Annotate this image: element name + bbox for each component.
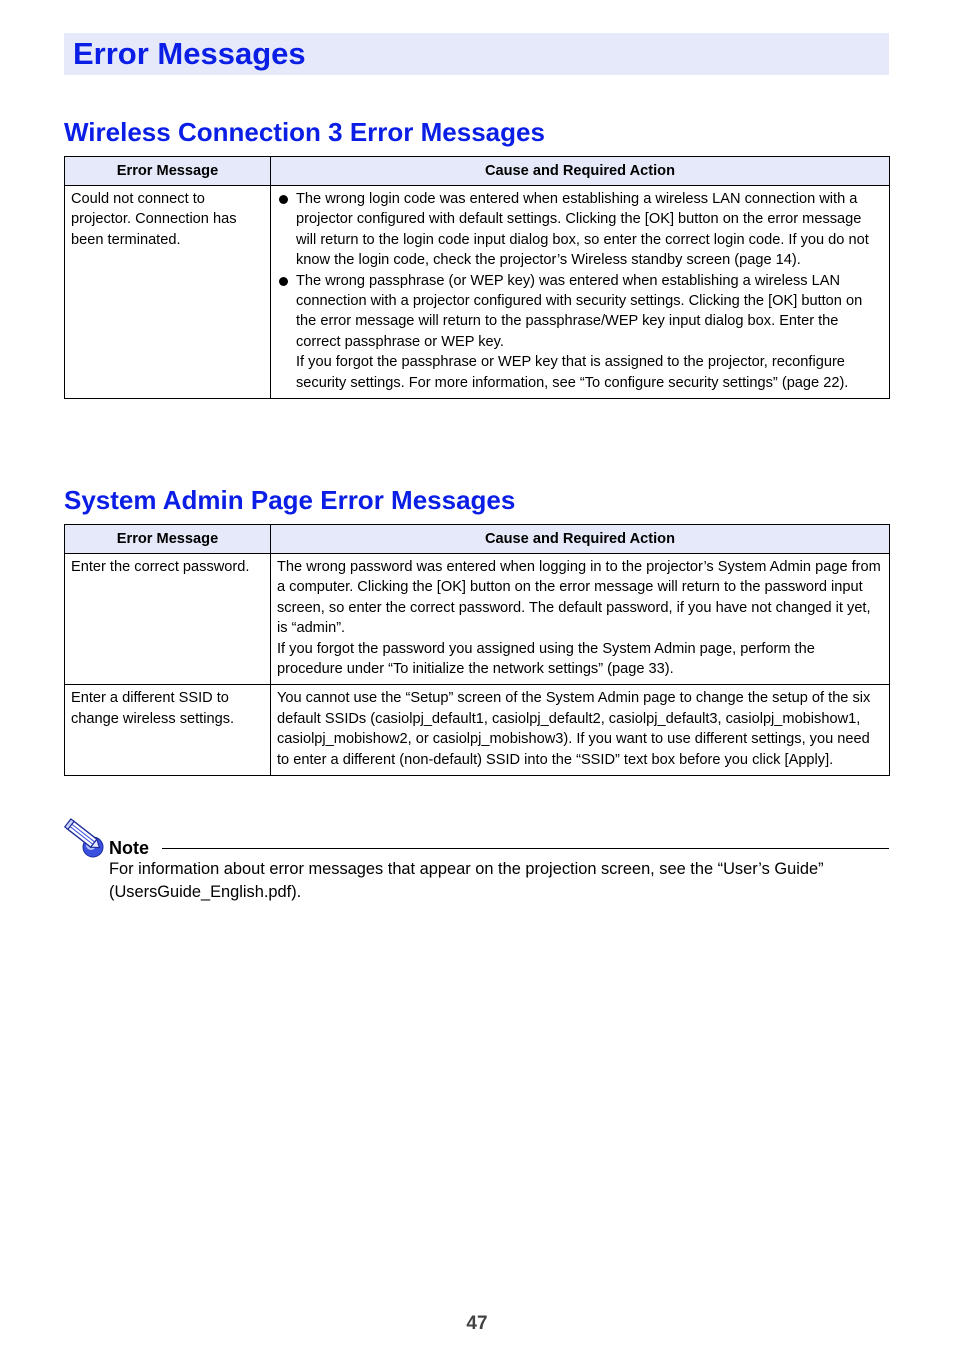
note-text: For information about error messages that appear on the projection screen, see the “User’s Guide” (UsersGuide_English.pdf). <box>109 860 824 901</box>
note-divider <box>162 848 889 849</box>
cause-action-cell: You cannot use the “Setup” screen of the System Admin page to change the setup of the six default SSIDs (casiolpj_default1, casiolpj_default2, casiolpj_default3, casiolpj_mobishow1, casiolpj_mobishow2, or casiolpj_mobishow3). If you want to use different settings, you need to enter a different (non-default) SSID into the “SSID” text box before you click [Apply]. <box>271 685 890 776</box>
page-title-bar <box>64 33 889 75</box>
table-header-row <box>65 525 890 554</box>
page-number: 47 <box>466 1313 488 1334</box>
error-message-cell: Enter a different SSID to change wireless settings. <box>65 685 271 776</box>
table-row <box>65 685 890 776</box>
bullet-dot-icon <box>279 277 288 286</box>
column-header-error-message: Error Message <box>65 525 271 554</box>
cause-bullet-list <box>277 189 883 393</box>
table-row <box>65 186 890 399</box>
error-message-cell: Enter the correct password. <box>65 554 271 685</box>
wireless-error-table <box>64 156 890 399</box>
cause-action-cell <box>271 554 890 685</box>
list-item <box>277 271 883 393</box>
page-title: Error Messages <box>73 36 306 71</box>
column-header-cause-action: Cause and Required Action <box>271 157 890 186</box>
column-header-cause-action: Cause and Required Action <box>271 525 890 554</box>
bullet-dot-icon <box>279 195 288 204</box>
system-admin-error-table <box>64 524 890 776</box>
bullet-extra-text: If you forgot the passphrase or WEP key that is assigned to the projector, reconfigure security settings. For more information, see “To configure security settings” (page 22). <box>296 354 849 391</box>
cause-action-cell <box>271 186 890 399</box>
table-header-row <box>65 157 890 186</box>
table-row <box>65 554 890 685</box>
column-header-error-message: Error Message <box>65 157 271 186</box>
note-title: Note <box>109 838 149 858</box>
pencil-note-icon <box>64 818 108 860</box>
action-text: The wrong password was entered when logging in to the projector’s System Admin page from a computer. Clicking the [OK] button on the error message will return to the password input screen, so enter the correct password. The default password, if you have not changed it yet, is “admin”. <box>277 559 881 637</box>
action-extra-text: If you forgot the password you assigned using the System Admin page, perform the procedure under “To initialize the network settings” (page 33). <box>277 640 815 678</box>
list-item <box>277 189 883 271</box>
system-admin-section-heading: System Admin Page Error Messages <box>64 485 516 515</box>
bullet-text: The wrong passphrase (or WEP key) was entered when establishing a wireless LAN connection with a projector configured with security settings. Clicking the [OK] button on the error message will return to the passphrase/WEP key input dialog box. Enter the correct passphrase or WEP key. <box>296 272 863 350</box>
bullet-text: The wrong login code was entered when establishing a wireless LAN connection with a projector configured with default settings. Clicking the [OK] button on the error message will return to the login code input dialog box, so enter the correct login code. If you do not know the login code, check the projector’s Wireless standby screen (page 14). <box>296 191 869 269</box>
wireless-section-heading: Wireless Connection 3 Error Messages <box>64 117 545 147</box>
error-message-cell: Could not connect to projector. Connection has been terminated. <box>65 186 271 399</box>
